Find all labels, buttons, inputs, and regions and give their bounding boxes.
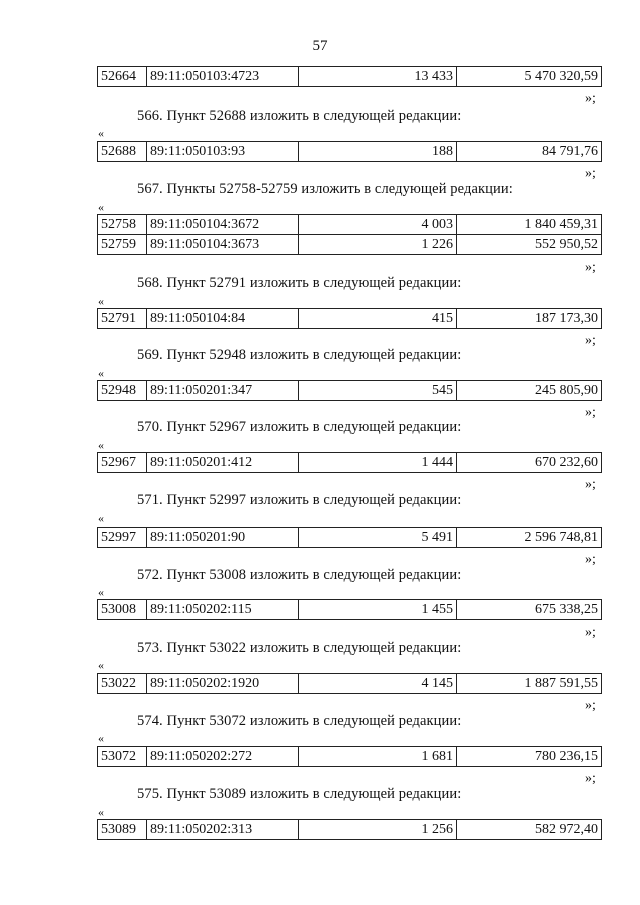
amendment-paragraph: 575. Пункт 53089 изложить в следующей редакции:: [137, 786, 462, 802]
area-value: 1 455: [299, 600, 457, 620]
table-row: [98, 381, 602, 401]
data-table: [97, 380, 602, 401]
data-table: [97, 599, 602, 620]
cadastral-number: 89:11:050103:4723: [147, 67, 299, 87]
cost-value: 670 232,60: [457, 453, 602, 473]
cost-value: 675 338,25: [457, 600, 602, 620]
closing-quote: »;: [585, 333, 596, 348]
closing-quote: »;: [585, 625, 596, 640]
closing-quote: »;: [585, 771, 596, 786]
amendment-paragraph: 570. Пункт 52967 изложить в следующей редакции:: [137, 419, 462, 435]
row-id: 52791: [98, 309, 147, 329]
cost-value: 84 791,76: [457, 142, 602, 162]
amendment-paragraph: 568. Пункт 52791 изложить в следующей редакции:: [137, 275, 462, 291]
amendment-paragraph: 573. Пункт 53022 изложить в следующей редакции:: [137, 640, 462, 656]
table-row: [98, 67, 602, 87]
data-table: [97, 746, 602, 767]
row-id: 52997: [98, 528, 147, 548]
cadastral-number: 89:11:050104:84: [147, 309, 299, 329]
row-id: 52758: [98, 215, 147, 235]
closing-quote: »;: [585, 552, 596, 567]
cost-value: 2 596 748,81: [457, 528, 602, 548]
cost-value: 187 173,30: [457, 309, 602, 329]
amendment-paragraph: 571. Пункт 52997 изложить в следующей редакции:: [137, 492, 462, 508]
opening-quote: «: [98, 200, 104, 214]
area-value: 1 226: [299, 235, 457, 255]
cost-value: 1 840 459,31: [457, 215, 602, 235]
closing-quote: »;: [585, 91, 596, 106]
data-table: [97, 452, 602, 473]
row-id: 52688: [98, 142, 147, 162]
table-row: [98, 528, 602, 548]
opening-quote: «: [98, 126, 104, 140]
area-value: 1 256: [299, 820, 457, 840]
data-table: [97, 308, 602, 329]
area-value: 5 491: [299, 528, 457, 548]
cost-value: 1 887 591,55: [457, 674, 602, 694]
closing-quote: »;: [585, 698, 596, 713]
cadastral-number: 89:11:050201:412: [147, 453, 299, 473]
closing-quote: »;: [585, 477, 596, 492]
opening-quote: «: [98, 294, 104, 308]
cadastral-number: 89:11:050202:313: [147, 820, 299, 840]
area-value: 1 681: [299, 747, 457, 767]
cost-value: 780 236,15: [457, 747, 602, 767]
closing-quote: »;: [585, 260, 596, 275]
row-id: 53022: [98, 674, 147, 694]
table-row: [98, 600, 602, 620]
cost-value: 5 470 320,59: [457, 67, 602, 87]
cost-value: 245 805,90: [457, 381, 602, 401]
area-value: 1 444: [299, 453, 457, 473]
cadastral-number: 89:11:050201:90: [147, 528, 299, 548]
table-row: [98, 309, 602, 329]
row-id: 52948: [98, 381, 147, 401]
cadastral-number: 89:11:050202:115: [147, 600, 299, 620]
data-table: [97, 673, 602, 694]
table-row: [98, 235, 602, 255]
area-value: 415: [299, 309, 457, 329]
opening-quote: «: [98, 366, 104, 380]
area-value: 4 003: [299, 215, 457, 235]
amendment-paragraph: 569. Пункт 52948 изложить в следующей редакции:: [137, 347, 462, 363]
amendment-paragraph: 572. Пункт 53008 изложить в следующей редакции:: [137, 567, 462, 583]
row-id: 53008: [98, 600, 147, 620]
cadastral-number: 89:11:050104:3672: [147, 215, 299, 235]
data-table: [97, 214, 602, 255]
table-row: [98, 142, 602, 162]
cadastral-number: 89:11:050103:93: [147, 142, 299, 162]
area-value: 188: [299, 142, 457, 162]
amendment-paragraph: 566. Пункт 52688 изложить в следующей редакции:: [137, 108, 462, 124]
area-value: 13 433: [299, 67, 457, 87]
opening-quote: «: [98, 731, 104, 745]
opening-quote: «: [98, 658, 104, 672]
cadastral-number: 89:11:050202:1920: [147, 674, 299, 694]
data-table: [97, 141, 602, 162]
table-row: [98, 820, 602, 840]
cost-value: 582 972,40: [457, 820, 602, 840]
amendment-paragraph: 567. Пункты 52758-52759 изложить в следующей редакции:: [137, 181, 513, 197]
opening-quote: «: [98, 511, 104, 525]
row-id: 53072: [98, 747, 147, 767]
data-table: [97, 819, 602, 840]
area-value: 545: [299, 381, 457, 401]
cost-value: 552 950,52: [457, 235, 602, 255]
cadastral-number: 89:11:050201:347: [147, 381, 299, 401]
closing-quote: »;: [585, 405, 596, 420]
cadastral-number: 89:11:050104:3673: [147, 235, 299, 255]
row-id: 52664: [98, 67, 147, 87]
row-id: 53089: [98, 820, 147, 840]
area-value: 4 145: [299, 674, 457, 694]
opening-quote: «: [98, 438, 104, 452]
row-id: 52759: [98, 235, 147, 255]
table-row: [98, 215, 602, 235]
closing-quote: »;: [585, 166, 596, 181]
data-table: [97, 66, 602, 87]
table-row: [98, 674, 602, 694]
opening-quote: «: [98, 805, 104, 819]
row-id: 52967: [98, 453, 147, 473]
table-row: [98, 747, 602, 767]
table-row: [98, 453, 602, 473]
data-table: [97, 527, 602, 548]
page-number: 57: [312, 38, 328, 54]
opening-quote: «: [98, 585, 104, 599]
amendment-paragraph: 574. Пункт 53072 изложить в следующей редакции:: [137, 713, 462, 729]
cadastral-number: 89:11:050202:272: [147, 747, 299, 767]
